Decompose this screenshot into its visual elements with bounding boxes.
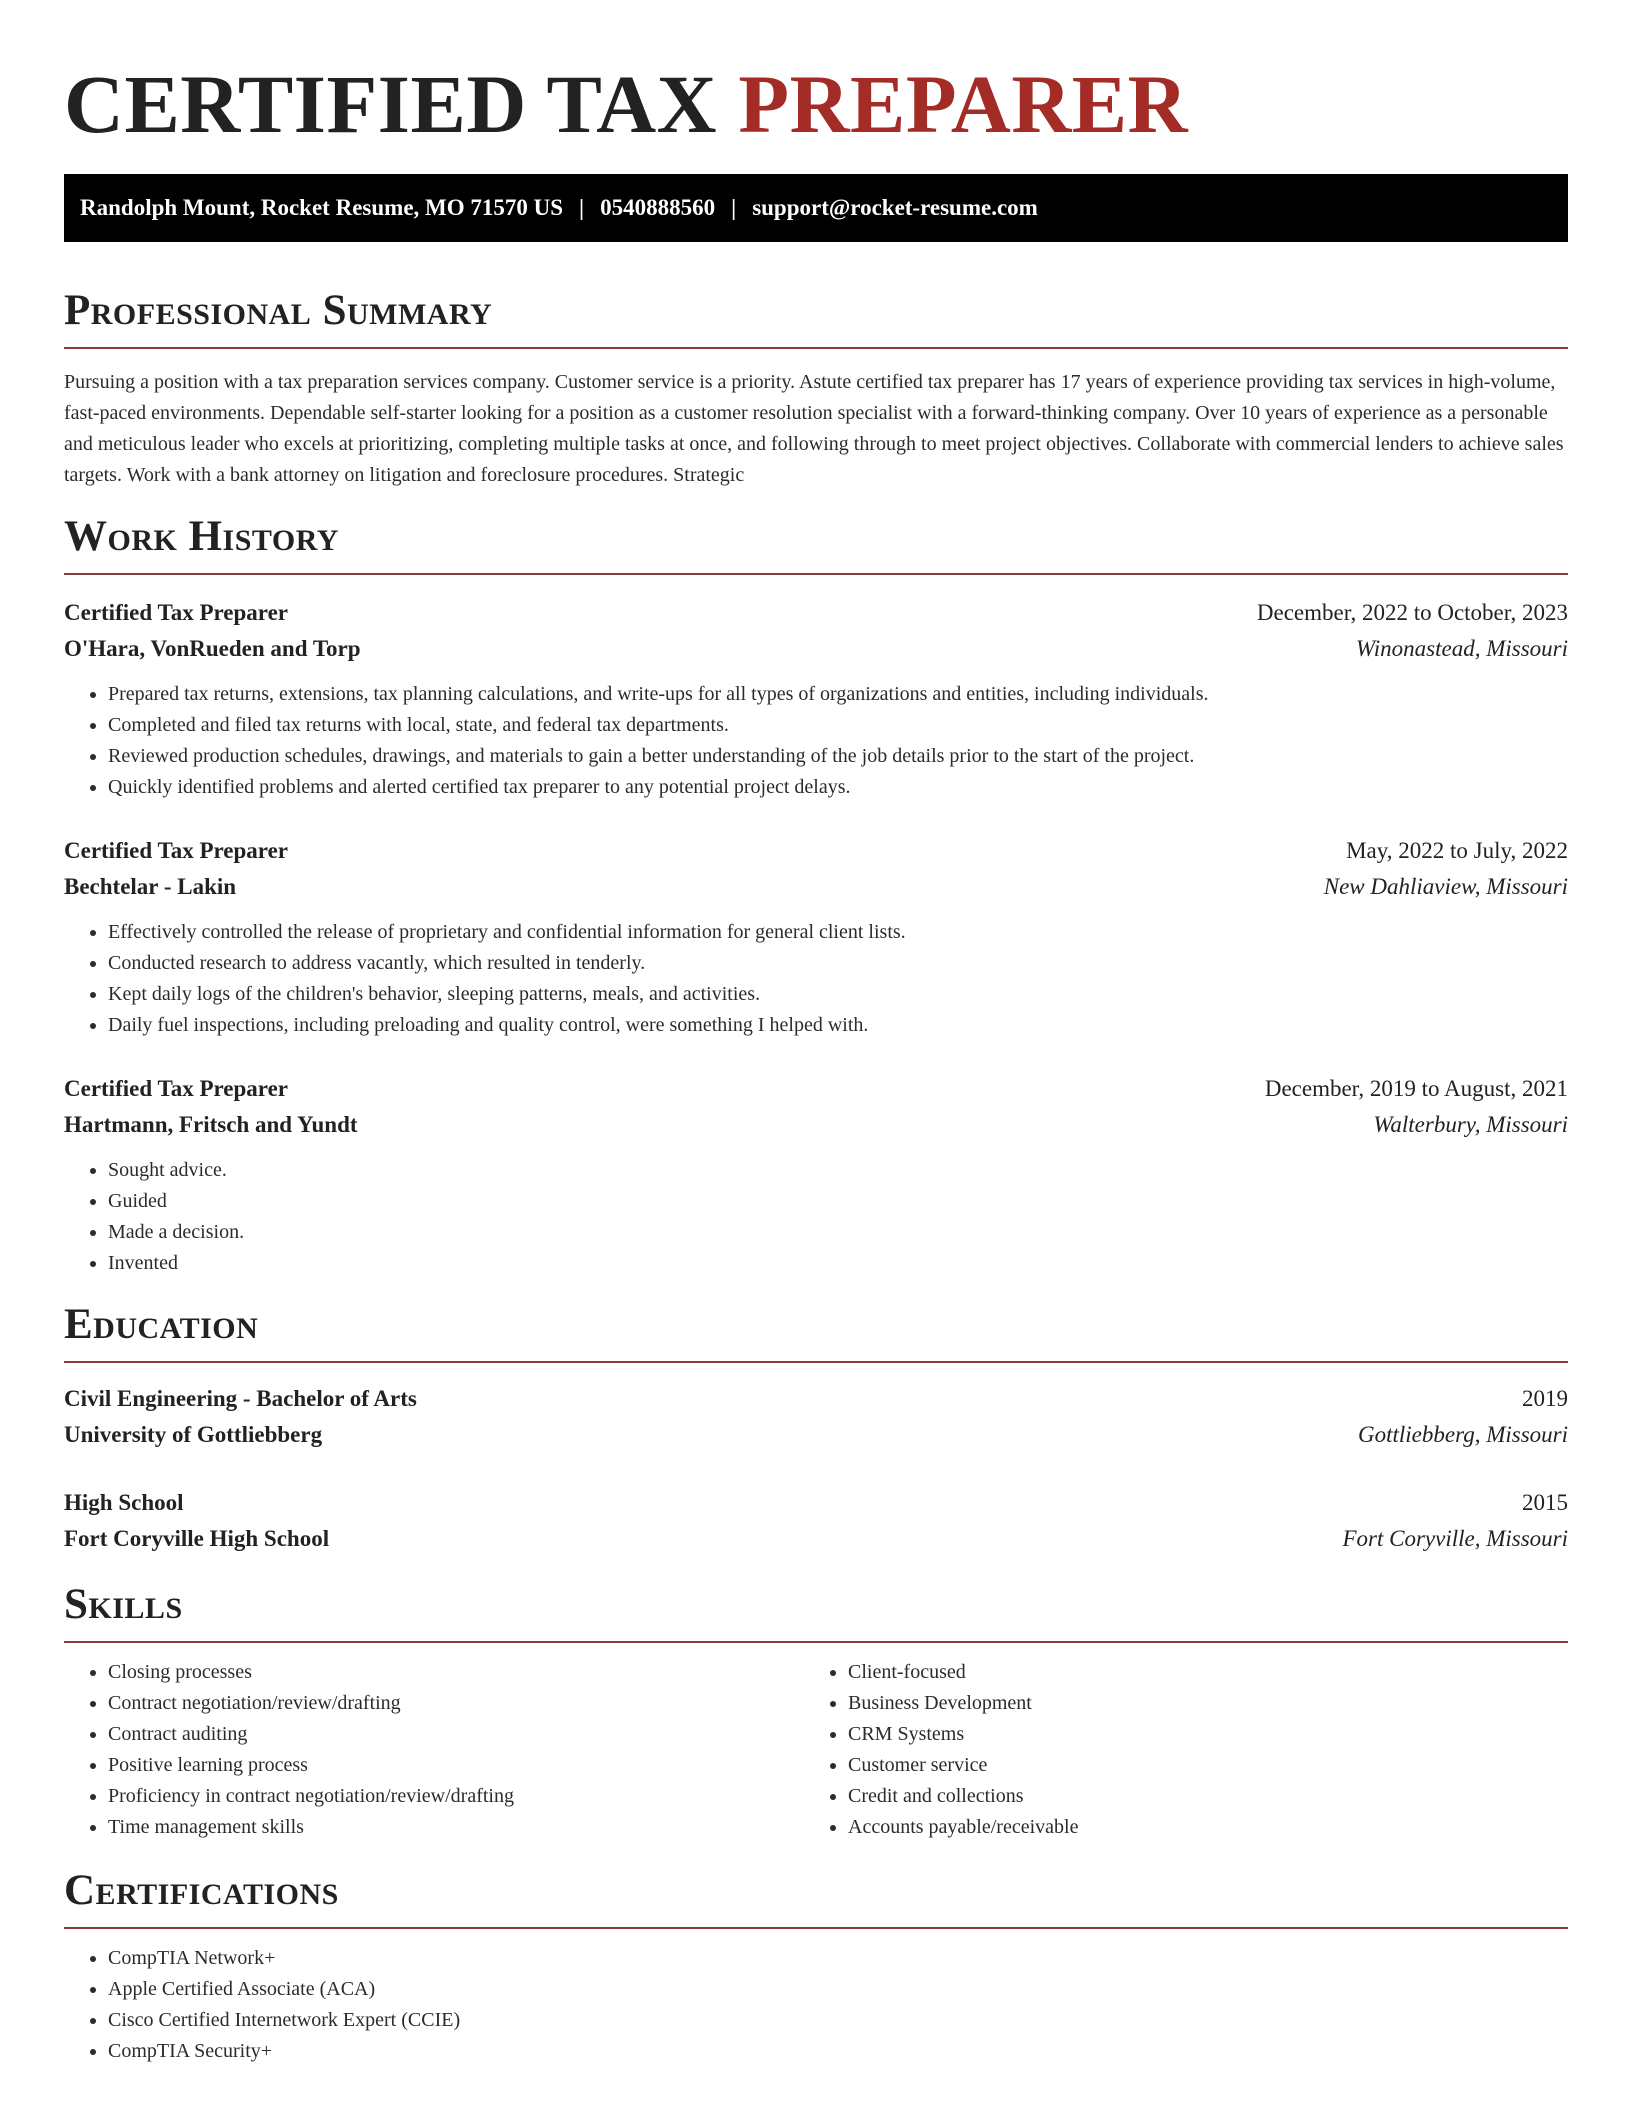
education-entry [64,1485,1568,1557]
job-title: Certified Tax Preparer [64,838,288,863]
list-item: • Prepared tax returns, extensions, tax planning calculations, and write-ups for all types of organizations and entities, including individuals. [108,679,1568,710]
job-bullets [64,679,1568,803]
job-title-row [64,1071,1568,1107]
certifications-section [64,1867,1568,2067]
contact-separator: | [579,195,585,220]
contact-separator: | [731,195,737,220]
list-item: • Daily fuel inspections, including preloading and quality control, were something I helped with. [108,1010,1568,1041]
contact-bar [64,174,1568,242]
work-history-heading: Work History [64,513,339,560]
school-name: Fort Coryville High School [64,1526,330,1551]
school-location: Gottliebberg, Missouri [1358,1422,1568,1447]
section-divider [64,1927,1568,1929]
job-title-row [64,595,1568,631]
job-dates: December, 2019 to August, 2021 [1264,1076,1568,1101]
section-divider [64,1641,1568,1643]
skills-list [804,1657,1544,1843]
degree-row [64,1485,1568,1521]
job-location: Walterbury, Missouri [1373,1112,1568,1137]
list-item: • CRM Systems [848,1719,1544,1750]
title-accent: PREPARER [738,58,1189,150]
summary-section [64,287,1568,491]
list-item: • Effectively controlled the release of proprietary and confidential information for general client lists. [108,917,1568,948]
job-bullets [64,917,1568,1041]
section-divider [64,573,1568,575]
education-entry [64,1381,1568,1453]
job-entry [64,833,1568,1041]
contact-email: support@rocket-resume.com [752,195,1038,220]
skills-heading: Skills [64,1581,183,1628]
degree: Civil Engineering - Bachelor of Arts [64,1386,417,1411]
skills-grid [64,1657,1568,1843]
list-item: • Contract auditing [108,1719,804,1750]
job-entry [64,595,1568,803]
list-item: • Conducted research to address vacantly, which resulted in tenderly. [108,948,1568,979]
list-item: • CompTIA Network+ [108,1943,1568,1974]
job-dates: May, 2022 to July, 2022 [1346,838,1568,863]
resume-title [64,0,1568,150]
degree-row [64,1381,1568,1417]
list-item: • Customer service [848,1750,1544,1781]
section-divider [64,1361,1568,1363]
list-item: • Completed and filed tax returns with local, state, and federal tax departments. [108,710,1568,741]
job-title: Certified Tax Preparer [64,1076,288,1101]
skills-list [64,1657,804,1843]
list-item: • Cisco Certified Internetwork Expert (CCIE) [108,2005,1568,2036]
list-item: • Invented [108,1248,1568,1279]
job-dates: December, 2022 to October, 2023 [1256,600,1568,625]
job-company-row [64,869,1568,905]
certifications-list [64,1943,1568,2067]
list-item: • Time management skills [108,1812,804,1843]
list-item: • Contract negotiation/review/drafting [108,1688,804,1719]
summary-heading: Professional Summary [64,287,493,334]
job-company-row [64,1107,1568,1143]
list-item: • Proficiency in contract negotiation/review/drafting [108,1781,804,1812]
school-location: Fort Coryville, Missouri [1342,1526,1568,1551]
list-item: • Quickly identified problems and alerted certified tax preparer to any potential project delays. [108,772,1568,803]
list-item: • Guided [108,1186,1568,1217]
job-bullets [64,1155,1568,1279]
job-title: Certified Tax Preparer [64,600,288,625]
job-company: O'Hara, VonRueden and Torp [64,636,361,661]
list-item: • Kept daily logs of the children's behavior, sleeping patterns, meals, and activities. [108,979,1568,1010]
list-item: • Client-focused [848,1657,1544,1688]
job-title-row [64,833,1568,869]
list-item: • Credit and collections [848,1781,1544,1812]
list-item: • CompTIA Security+ [108,2036,1568,2067]
certifications-heading: Certifications [64,1867,339,1914]
graduation-year: 2015 [1522,1490,1568,1515]
skills-section [64,1581,1568,1843]
school-row [64,1417,1568,1453]
list-item: • Reviewed production schedules, drawings, and materials to gain a better understanding of the job details prior to the start of the project. [108,741,1568,772]
list-item: • Business Development [848,1688,1544,1719]
skills-column-right [804,1657,1544,1843]
job-company-row [64,631,1568,667]
contact-address: Randolph Mount, Rocket Resume, MO 71570 US [80,195,564,220]
list-item: • Made a decision. [108,1217,1568,1248]
list-item: • Closing processes [108,1657,804,1688]
job-company: Hartmann, Fritsch and Yundt [64,1112,358,1137]
school-name: University of Gottliebberg [64,1422,323,1447]
degree: High School [64,1490,184,1515]
contact-phone: 0540888560 [600,195,716,220]
job-location: New Dahliaview, Missouri [1323,874,1568,899]
skills-column-left [64,1657,804,1843]
section-divider [64,347,1568,349]
school-row [64,1521,1568,1557]
list-item: • Sought advice. [108,1155,1568,1186]
education-section [64,1301,1568,1557]
list-item: • Accounts payable/receivable [848,1812,1544,1843]
graduation-year: 2019 [1522,1386,1568,1411]
title-main: CERTIFIED TAX [64,58,739,150]
list-item: • Apple Certified Associate (ACA) [108,1974,1568,2005]
work-history-section [64,513,1568,1279]
job-location: Winonastead, Missouri [1355,636,1568,661]
job-company: Bechtelar - Lakin [64,874,237,899]
education-heading: Education [64,1301,259,1348]
summary-text: Pursuing a position with a tax preparation services company. Customer service is a priority. Astute certified tax preparer has 17 years of experience providing tax services in high-volume, fast-paced environments. Dependable self-starter looking for a position as a customer resolution specialist with a forward-thinking company. Over 10 years of experience as a personable and meticulous leader who excels at prioritizing, completing multiple tasks at once, and following through to meet project objectives. Collaborate with commercial lenders to achieve sales targets. Work with a bank attorney on litigation and foreclosure procedures. Strategic [64,371,1564,486]
job-entry [64,1071,1568,1279]
list-item: • Positive learning process [108,1750,804,1781]
